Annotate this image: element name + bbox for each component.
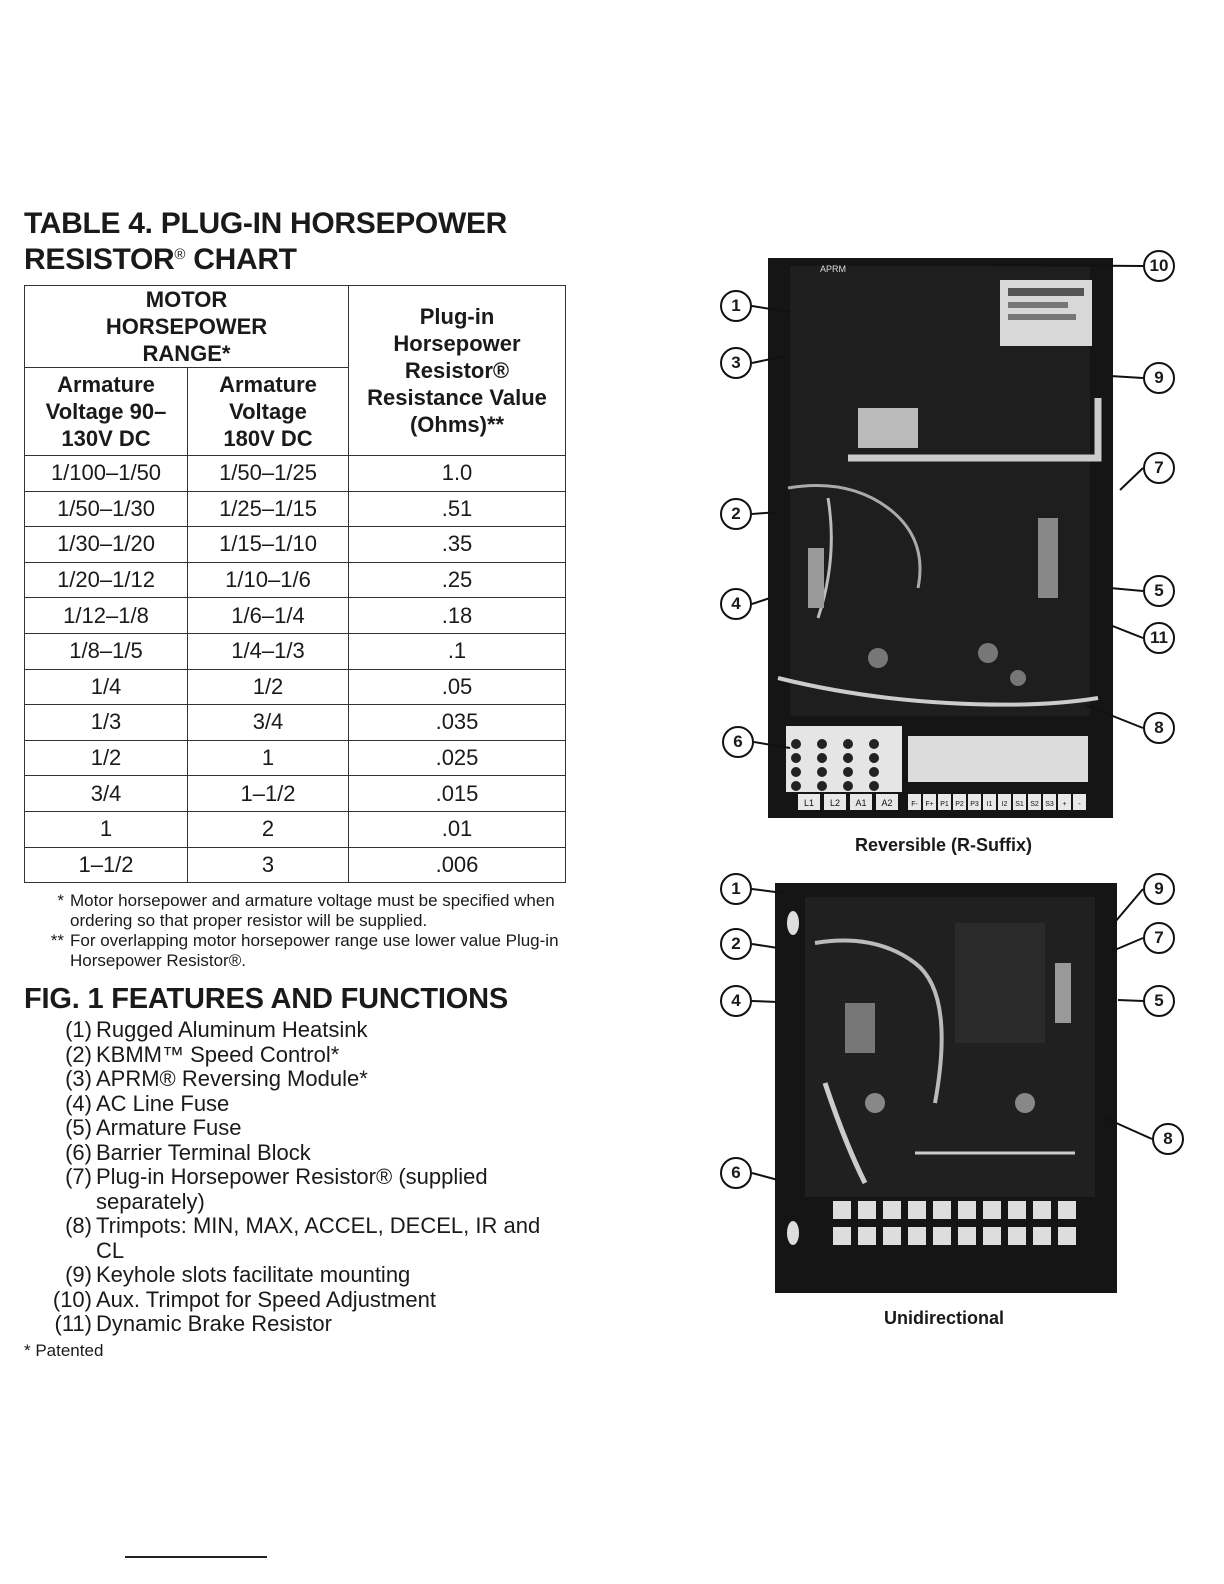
terminal-screw [817, 781, 827, 791]
terminal-screw [883, 1201, 901, 1219]
terminal-screw [933, 1201, 951, 1219]
callout-number: 5 [1143, 985, 1175, 1017]
svg-text:F-: F- [911, 801, 918, 808]
svg-text:F+: F+ [925, 801, 934, 808]
terminal-screw [817, 767, 827, 777]
terminal-screw [1033, 1201, 1051, 1219]
callout-number: 7 [1143, 922, 1175, 954]
cell-resistance: .015 [349, 776, 566, 812]
callout-leader [1110, 588, 1143, 591]
callout-leader [1118, 1000, 1143, 1001]
features-title: FIG. 1 FEATURES AND FUNCTIONS [24, 983, 508, 1016]
cell-hp-90-130: 1/4 [25, 669, 188, 705]
cell-resistance: .01 [349, 811, 566, 847]
cell-resistance: .1 [349, 633, 566, 669]
header-armature-180: Armature Voltage 180V DC [188, 368, 349, 456]
terminal-screw [983, 1227, 1001, 1245]
terminal-screw [858, 1201, 876, 1219]
feature-text: AC Line Fuse [96, 1090, 230, 1116]
cell-hp-180: 1/10–1/6 [188, 562, 349, 598]
terminal-screw [833, 1227, 851, 1245]
terminal-label [1073, 794, 1086, 810]
footer-rule [125, 1556, 267, 1558]
feature-item [24, 1288, 584, 1313]
feature-item [24, 1141, 584, 1166]
terminal-screw [1008, 1201, 1026, 1219]
feature-item [24, 1214, 584, 1263]
feature-text: KBMM™ Speed Control* [96, 1041, 340, 1067]
cell-resistance: .05 [349, 669, 566, 705]
feature-item [24, 1067, 584, 1092]
unidirectional-board-photo [775, 883, 1117, 1293]
svg-text:P3: P3 [970, 801, 979, 808]
terminal-screw [843, 781, 853, 791]
callout-number: 11 [1143, 622, 1175, 654]
table-title-line2: RESISTOR [24, 243, 175, 276]
cell-hp-90-130: 1/8–1/5 [25, 633, 188, 669]
callout-number: 6 [720, 1157, 752, 1189]
note-text: For overlapping motor horsepower range use lower value Plug-in Horsepower Resistor®. [70, 931, 559, 971]
callout-number: 4 [720, 985, 752, 1017]
terminal-screw [843, 767, 853, 777]
cell-resistance: .18 [349, 598, 566, 634]
terminal-label [876, 794, 898, 810]
terminal-screw [843, 753, 853, 763]
note-mark: ** [50, 931, 64, 951]
cell-hp-180: 3 [188, 847, 349, 883]
features-list [24, 1018, 584, 1337]
callout-leader [1115, 889, 1143, 922]
table-notes [24, 891, 584, 971]
terminal-label [908, 794, 921, 810]
reversible-caption: Reversible (R-Suffix) [855, 835, 1033, 855]
cell-hp-180: 3/4 [188, 705, 349, 741]
cell-hp-180: 1/4–1/3 [188, 633, 349, 669]
cell-hp-90-130: 1/50–1/30 [25, 491, 188, 527]
feature-number: (10) [52, 1286, 92, 1312]
table-row [25, 847, 566, 883]
svg-text:-: - [1078, 801, 1081, 808]
svg-text:S3: S3 [1045, 801, 1054, 808]
table-row [25, 562, 566, 598]
feature-number: (3) [65, 1066, 92, 1092]
feature-text: Trimpots: MIN, MAX, ACCEL, DECEL, IR and CL [96, 1213, 541, 1263]
terminal-label [983, 794, 996, 810]
svg-text:S2: S2 [1030, 801, 1039, 808]
table-note [24, 891, 584, 931]
callout-number: 10 [1143, 250, 1175, 282]
patented-footnote: * Patented [24, 1340, 104, 1360]
cell-resistance: .025 [349, 740, 566, 776]
table-title-line1: TABLE 4. PLUG-IN HORSEPOWER [24, 207, 508, 240]
cell-resistance: .035 [349, 705, 566, 741]
terminal-label [998, 794, 1011, 810]
terminal-screw [833, 1201, 851, 1219]
terminal-label [1013, 794, 1026, 810]
svg-text:P2: P2 [955, 801, 964, 808]
table-row [25, 456, 566, 492]
board-label: APRM [820, 264, 847, 274]
feature-text: Rugged Aluminum Heatsink [96, 1017, 368, 1043]
terminal-screw [791, 781, 801, 791]
feature-number: (5) [65, 1115, 92, 1141]
svg-text:L1: L1 [803, 798, 815, 808]
table-row [25, 705, 566, 741]
svg-text:I2: I2 [1001, 801, 1008, 808]
feature-text: Dynamic Brake Resistor [96, 1311, 332, 1337]
horsepower-resistor-table [24, 285, 566, 883]
feature-number: (9) [65, 1262, 92, 1288]
terminal-screw [817, 753, 827, 763]
terminal-screw [1033, 1227, 1051, 1245]
callout-number: 5 [1143, 575, 1175, 607]
header-motor-hp-range: MOTOR HORSEPOWER RANGE* [25, 286, 349, 368]
callout-number: 3 [720, 347, 752, 379]
terminal-screw [869, 739, 879, 749]
terminal-screw [933, 1227, 951, 1245]
registered-mark: ® [174, 246, 186, 263]
table-row [25, 633, 566, 669]
feature-number: (11) [54, 1311, 92, 1337]
cell-hp-90-130: 1/3 [25, 705, 188, 741]
terminal-screw [1058, 1201, 1076, 1219]
callout-leader [1110, 625, 1143, 638]
cell-hp-90-130: 1/2 [25, 740, 188, 776]
terminal-screw [983, 1201, 1001, 1219]
svg-text:S1: S1 [1015, 801, 1024, 808]
feature-number: (4) [65, 1090, 92, 1116]
feature-item [24, 1092, 584, 1117]
cell-resistance: .35 [349, 527, 566, 563]
feature-text: APRM® Reversing Module* [96, 1066, 368, 1092]
cell-hp-90-130: 1/12–1/8 [25, 598, 188, 634]
terminal-label [1043, 794, 1056, 810]
reversible-board-photo [768, 258, 1113, 818]
terminal-label [938, 794, 951, 810]
cell-hp-90-130: 1–1/2 [25, 847, 188, 883]
unidirectional-caption: Unidirectional [884, 1308, 1005, 1328]
reversible-board-drawing [768, 258, 1113, 818]
callout-number: 7 [1143, 452, 1175, 484]
terminal-label [850, 794, 872, 810]
table-row [25, 598, 566, 634]
cell-hp-90-130: 1 [25, 811, 188, 847]
terminal-label [798, 794, 820, 810]
feature-item [24, 1263, 584, 1288]
feature-text: Barrier Terminal Block [96, 1139, 311, 1165]
feature-item [24, 1165, 584, 1214]
table-note [24, 931, 584, 971]
cell-hp-180: 1/50–1/25 [188, 456, 349, 492]
feature-text: Plug-in Horsepower Resistor® (supplied separately) [96, 1164, 488, 1214]
terminal-screw [817, 739, 827, 749]
table-row [25, 811, 566, 847]
cell-resistance: 1.0 [349, 456, 566, 492]
note-mark: * [57, 891, 64, 911]
callout-number: 8 [1152, 1123, 1184, 1155]
terminal-screw [791, 767, 801, 777]
cell-resistance: .25 [349, 562, 566, 598]
cell-hp-90-130: 1/20–1/12 [25, 562, 188, 598]
feature-number: (2) [65, 1041, 92, 1067]
terminal-screw [883, 1227, 901, 1245]
feature-number: (8) [65, 1213, 92, 1239]
cell-hp-90-130: 1/100–1/50 [25, 456, 188, 492]
terminal-screw [791, 753, 801, 763]
terminal-screw [958, 1201, 976, 1219]
terminal-label [923, 794, 936, 810]
feature-item [24, 1043, 584, 1068]
svg-text:L2: L2 [829, 798, 841, 808]
terminal-label [1058, 794, 1071, 810]
svg-text:P1: P1 [940, 801, 949, 808]
callout-number: 2 [720, 928, 752, 960]
terminal-screw [958, 1227, 976, 1245]
terminal-label [1028, 794, 1041, 810]
feature-text: Keyhole slots facilitate mounting [96, 1262, 411, 1288]
cell-hp-180: 1 [188, 740, 349, 776]
terminal-label [824, 794, 846, 810]
callout-number: 6 [722, 726, 754, 758]
table-row [25, 669, 566, 705]
feature-text: Aux. Trimpot for Speed Adjustment [96, 1286, 436, 1312]
cell-hp-180: 1/6–1/4 [188, 598, 349, 634]
terminal-screw [1058, 1227, 1076, 1245]
terminal-screw [858, 1227, 876, 1245]
feature-number: (6) [65, 1139, 92, 1165]
terminal-screw [869, 753, 879, 763]
table-row [25, 776, 566, 812]
feature-item [24, 1018, 584, 1043]
left-column [24, 208, 584, 1361]
terminal-screw [791, 739, 801, 749]
table-title [24, 208, 584, 275]
callout-number: 9 [1143, 362, 1175, 394]
svg-text:A2: A2 [881, 798, 893, 808]
feature-item [24, 1312, 584, 1337]
cell-hp-90-130: 1/30–1/20 [25, 527, 188, 563]
callout-number: 9 [1143, 873, 1175, 905]
cell-resistance: .51 [349, 491, 566, 527]
feature-text: Armature Fuse [96, 1115, 242, 1141]
terminal-label [968, 794, 981, 810]
terminal-screw [843, 739, 853, 749]
table-row [25, 491, 566, 527]
callout-number: 1 [720, 290, 752, 322]
terminal-label [953, 794, 966, 810]
callout-number: 1 [720, 873, 752, 905]
callout-number: 4 [720, 588, 752, 620]
note-text: Motor horsepower and armature voltage must be specified when ordering so that proper resistor will be supplied. [70, 891, 555, 931]
terminal-screw [869, 781, 879, 791]
callout-number: 8 [1143, 712, 1175, 744]
svg-text:+: + [1062, 801, 1067, 808]
feature-item [24, 1116, 584, 1141]
feature-number: (1) [65, 1017, 92, 1043]
table-title-end: CHART [185, 243, 297, 276]
table-row [25, 527, 566, 563]
cell-hp-180: 1/25–1/15 [188, 491, 349, 527]
cell-hp-90-130: 3/4 [25, 776, 188, 812]
unidirectional-board-drawing [775, 883, 1117, 1293]
svg-text:A1: A1 [855, 798, 867, 808]
cell-hp-180: 1/15–1/10 [188, 527, 349, 563]
callout-leader [1110, 376, 1143, 378]
callout-number: 2 [720, 498, 752, 530]
callout-leader [1120, 468, 1143, 490]
cell-hp-180: 2 [188, 811, 349, 847]
header-resistance-value: Plug-in Horsepower Resistor® Resistance Value (Ohms)** [349, 286, 566, 456]
cell-hp-180: 1/2 [188, 669, 349, 705]
terminal-screw [908, 1201, 926, 1219]
terminal-screw [908, 1227, 926, 1245]
table-row [25, 740, 566, 776]
feature-number: (7) [65, 1164, 92, 1190]
cell-resistance: .006 [349, 847, 566, 883]
terminal-screw [1008, 1227, 1026, 1245]
terminal-screw [869, 767, 879, 777]
cell-hp-180: 1–1/2 [188, 776, 349, 812]
header-armature-90-130: Armature Voltage 90–130V DC [25, 368, 188, 456]
svg-text:I1: I1 [986, 801, 993, 808]
